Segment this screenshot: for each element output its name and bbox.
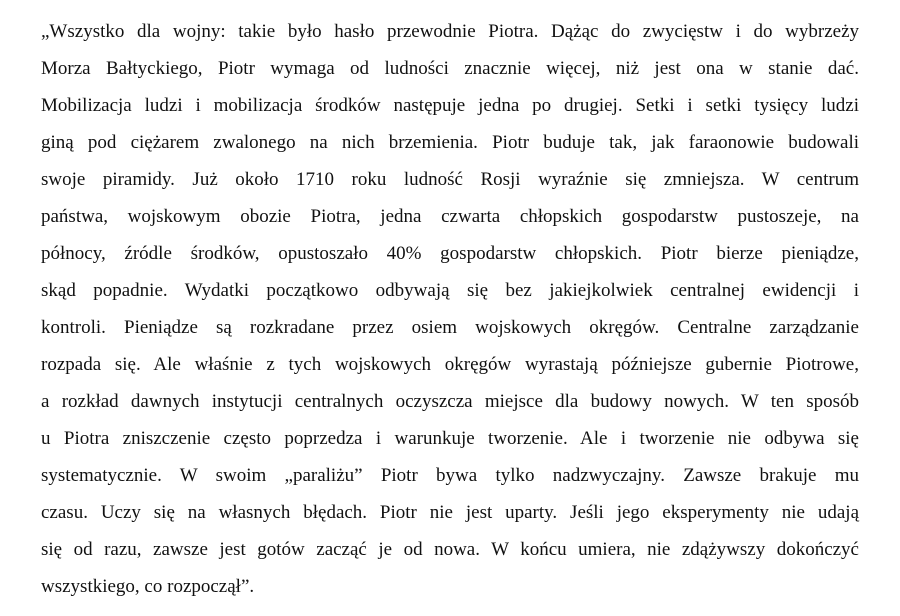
- text-line: północy, źródle środków, opustoszało 40% gospodarstw chłopskich. Piotr bierze pieniądze,: [41, 243, 859, 264]
- text-line: giną pod ciężarem zwalonego na nich brzemienia. Piotr buduje tak, jak faraonowie budowali: [41, 132, 859, 153]
- text-line: swoje piramidy. Już około 1710 roku ludność Rosji wyraźnie się zmniejsza. W centrum: [41, 169, 859, 190]
- text-line: Morza Bałtyckiego, Piotr wymaga od ludności znacznie więcej, niż jest ona w stanie dać.: [41, 58, 859, 79]
- text-line: państwa, wojskowym obozie Piotra, jedna czwarta chłopskich gospodarstw pustoszeje, na: [41, 206, 859, 227]
- text-line: „Wszystko dla wojny: takie było hasło przewodnie Piotra. Dążąc do zwycięstw i do wybrzeży: [41, 21, 859, 42]
- text-line: rozpada się. Ale właśnie z tych wojskowych okręgów wyrastają późniejsze gubernie Piotrowe,: [41, 354, 859, 375]
- text-line: czasu. Uczy się na własnych błędach. Piotr nie jest uparty. Jeśli jego eksperymenty nie udają: [41, 502, 859, 523]
- text-line: kontroli. Pieniądze są rozkradane przez osiem wojskowych okręgów. Centralne zarządzanie: [41, 317, 859, 338]
- text-line: się od razu, zawsze jest gotów zacząć je od nowa. W końcu umiera, nie zdążywszy dokończyć: [41, 539, 859, 560]
- text-line: u Piotra zniszczenie często poprzedza i warunkuje tworzenie. Ale i tworzenie nie odbywa się: [41, 428, 859, 449]
- text-line: skąd popadnie. Wydatki początkowo odbywają się bez jakiejkolwiek centralnej ewidencji i: [41, 280, 859, 301]
- text-line: Mobilizacja ludzi i mobilizacja środków następuje jedna po drugiej. Setki i setki tysięcy ludzi: [41, 95, 859, 116]
- text-line: systematycznie. W swoim „paraliżu” Piotr bywa tylko nadzwyczajny. Zawsze brakuje mu: [41, 465, 859, 486]
- text-line-last: wszystkiego, co rozpoczął”.: [41, 576, 255, 597]
- text-line: a rozkład dawnych instytucji centralnych oczyszcza miejsce dla budowy nowych. W ten sposób: [41, 391, 859, 412]
